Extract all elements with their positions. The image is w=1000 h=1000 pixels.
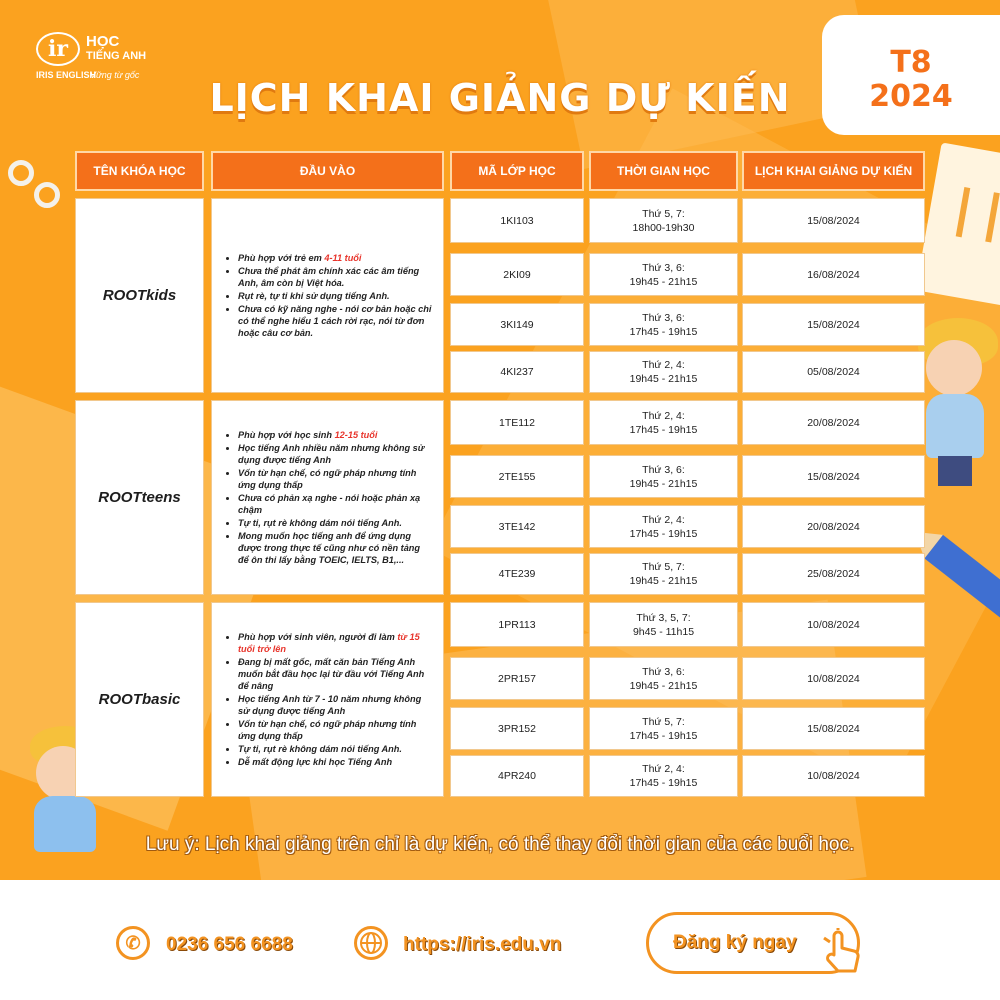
requirement-item: • Phù hợp với học sinh 12-15 tuổi — [238, 429, 433, 441]
class-code: 1KI103 — [450, 198, 584, 243]
class-time: 17h45 - 19h15 — [629, 729, 698, 742]
class-days: Thứ 5, 7: — [642, 207, 685, 220]
course-requirements-rootbasic — [211, 602, 444, 797]
class-time: 19h45 - 21h15 — [629, 275, 698, 288]
period-year: 2024 — [869, 79, 953, 114]
column-header-requirements: ĐẦU VÀO — [211, 151, 444, 191]
class-code: 1PR113 — [450, 602, 584, 647]
requirement-item: • Tự ti, rụt rè không dám nói tiếng Anh. — [238, 743, 433, 755]
course-name-rootbasic: ROOTbasic — [75, 602, 204, 797]
class-schedule — [589, 455, 738, 498]
class-start-date: 20/08/2024 — [742, 400, 925, 445]
class-start-date: 05/08/2024 — [742, 351, 925, 393]
course-requirements-rootkids — [211, 198, 444, 393]
class-days: Thứ 2, 4: — [642, 513, 685, 526]
class-schedule — [589, 707, 738, 750]
requirement-item: • Vốn từ hạn chế, có ngữ pháp nhưng tính ứng dụng thấp — [238, 718, 433, 742]
logo-brand-name: IRIS ENGLISH — [36, 70, 97, 80]
class-days: Thứ 3, 6: — [642, 261, 685, 274]
class-time: 17h45 - 19h15 — [629, 527, 698, 540]
column-header-start-date: LỊCH KHAI GIẢNG DỰ KIẾN — [742, 151, 925, 191]
logo-subtitle: TIẾNG ANH — [86, 50, 147, 62]
class-time: 19h45 - 21h15 — [629, 373, 698, 385]
page-title: LỊCH KHAI GIẢNG DỰ KIẾN — [209, 76, 791, 120]
class-time: 17h45 - 19h15 — [629, 325, 698, 338]
website-link[interactable]: https://iris.edu.vn — [403, 934, 562, 955]
class-start-date: 15/08/2024 — [742, 303, 925, 346]
requirement-item: • Dễ mất động lực khi học Tiếng Anh — [238, 756, 433, 768]
class-time: 17h45 - 19h15 — [629, 777, 698, 789]
requirement-item: • Đang bị mất gốc, mất căn bản Tiếng Anh muốn bắt đầu học lại từ đầu với Tiếng Anh để nâng — [238, 656, 433, 692]
class-schedule — [589, 657, 738, 700]
course-name-rootteens: ROOTteens — [75, 400, 204, 595]
class-start-date: 15/08/2024 — [742, 707, 925, 750]
class-code: 2TE155 — [450, 455, 584, 498]
class-time: 19h45 - 21h15 — [629, 575, 698, 587]
requirement-item: • Tự ti, rụt rè không dám nói tiếng Anh. — [238, 517, 433, 529]
class-start-date: 10/08/2024 — [742, 657, 925, 700]
class-days: Thứ 3, 5, 7: — [636, 611, 691, 624]
class-code: 3PR152 — [450, 707, 584, 750]
class-code: 2PR157 — [450, 657, 584, 700]
class-days: Thứ 2, 4: — [642, 409, 685, 422]
class-time: 17h45 - 19h15 — [629, 423, 698, 436]
class-schedule — [589, 253, 738, 296]
schedule-note: Lưu ý: Lịch khai giảng trên chỉ là dự kiến, có thể thay đổi thời gian của các buổi học. — [145, 834, 855, 855]
paper-decoration — [916, 142, 1000, 307]
class-schedule — [589, 303, 738, 346]
phone-number[interactable]: 0236 656 6688 — [166, 934, 293, 955]
requirement-item: • Vốn từ hạn chế, có ngữ pháp nhưng tính ứng dụng thấp — [238, 467, 433, 491]
class-schedule — [589, 755, 738, 797]
class-start-date: 25/08/2024 — [742, 553, 925, 595]
class-time: 19h45 - 21h15 — [629, 477, 698, 490]
class-start-date: 20/08/2024 — [742, 505, 925, 548]
logo-title: HỌC — [86, 33, 120, 50]
class-days: Thứ 2, 4: — [642, 763, 685, 775]
course-name-rootkids: ROOTkids — [75, 198, 204, 393]
boy-illustration — [912, 318, 1000, 498]
requirement-item: • Rụt rè, tự ti khi sử dụng tiếng Anh. — [238, 290, 433, 302]
class-start-date: 15/08/2024 — [742, 198, 925, 243]
requirement-item: • Chưa có kỹ năng nghe - nói cơ bản hoặc chỉ có thể nghe hiểu 1 cách rời rạc, nói từ đơn hoặc câu cơ bản. — [238, 303, 433, 339]
class-time: 9h45 - 11h15 — [632, 625, 695, 638]
class-code: 3TE142 — [450, 505, 584, 548]
class-start-date: 10/08/2024 — [742, 755, 925, 797]
column-header-schedule: THỜI GIAN HỌC — [589, 151, 738, 191]
class-time: 18h00-19h30 — [632, 221, 695, 234]
logo-slogan: Vững từ gốc — [90, 70, 140, 80]
requirement-item: • Học tiếng Anh nhiều năm nhưng không sử dụng được tiếng Anh — [238, 442, 433, 466]
class-start-date: 10/08/2024 — [742, 602, 925, 647]
column-header-course: TÊN KHÓA HỌC — [75, 151, 204, 191]
register-button[interactable]: Đăng ký ngay — [646, 912, 860, 974]
class-code: 1TE112 — [450, 400, 584, 445]
requirement-item: • Mong muốn học tiếng anh để ứng dụng được trong thực tế cũng như có nền tảng để ôn thi lấy bằng TOEIC, IELTS, B1,... — [238, 530, 433, 566]
class-days: Thứ 3, 6: — [642, 665, 685, 678]
period-month: T8 — [890, 45, 932, 80]
class-start-date: 15/08/2024 — [742, 455, 925, 498]
logo-mark: ir — [36, 32, 80, 66]
class-code: 4TE239 — [450, 553, 584, 595]
class-code: 4PR240 — [450, 755, 584, 797]
requirement-item: • Chưa có phản xạ nghe - nói hoặc phản xạ chậm — [238, 492, 433, 516]
class-schedule — [589, 553, 738, 595]
scissors-decoration — [8, 160, 68, 220]
class-code: 4KI237 — [450, 351, 584, 393]
requirement-item: • Phù hợp với sinh viên, người đi làm từ 15 tuổi trở lên — [238, 631, 433, 655]
class-code: 2KI09 — [450, 253, 584, 296]
phone-icon: ✆ — [116, 926, 150, 960]
class-schedule — [589, 505, 738, 548]
class-code: 3KI149 — [450, 303, 584, 346]
class-start-date: 16/08/2024 — [742, 253, 925, 296]
class-days: Thứ 3, 6: — [642, 311, 685, 324]
period-badge — [822, 15, 1000, 135]
course-requirements-rootteens — [211, 400, 444, 595]
column-header-class-code: MÃ LỚP HỌC — [450, 151, 584, 191]
requirement-item: • Chưa thể phát âm chính xác các âm tiếng Anh, âm còn bị Việt hóa. — [238, 265, 433, 289]
class-days: Thứ 5, 7: — [642, 561, 685, 573]
class-time: 19h45 - 21h15 — [629, 679, 698, 692]
pointing-hand-icon — [820, 928, 870, 978]
class-days: Thứ 3, 6: — [642, 463, 685, 476]
class-schedule — [589, 351, 738, 393]
iris-logo — [36, 32, 176, 82]
class-schedule — [589, 602, 738, 647]
class-days: Thứ 5, 7: — [642, 715, 685, 728]
class-days: Thứ 2, 4: — [642, 359, 685, 371]
class-schedule — [589, 198, 738, 243]
requirement-item: • Học tiếng Anh từ 7 - 10 năm nhưng không sử dụng được tiếng Anh — [238, 693, 433, 717]
requirement-item: • Phù hợp với trẻ em 4-11 tuổi — [238, 252, 433, 264]
class-schedule — [589, 400, 738, 445]
globe-icon — [354, 926, 388, 960]
